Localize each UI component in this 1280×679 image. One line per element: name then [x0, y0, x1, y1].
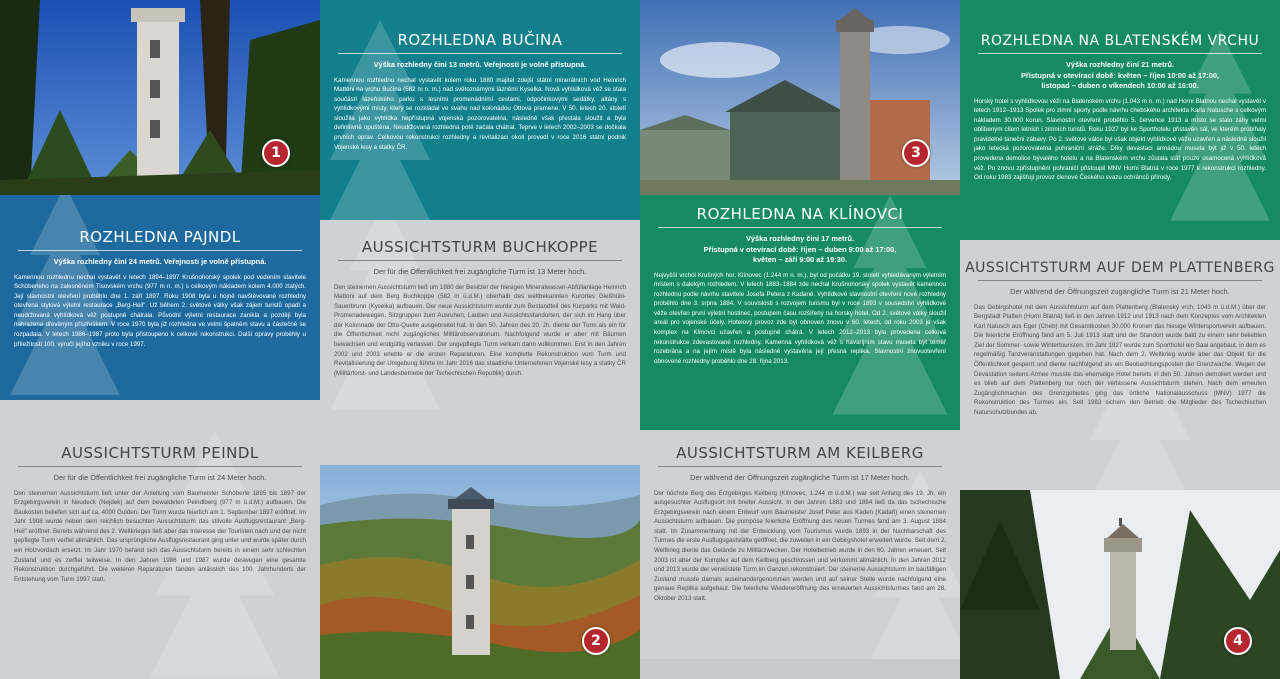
subtitle-keilberg-de: Der während der Öffnungszeit zugängliche Turm ist 17 Meter hoch.: [690, 473, 910, 482]
badge-4: 4: [1224, 627, 1252, 655]
text-plattenberg-de: Das Gebirgshotel mit dem Aussichtsturm auf dem Plattenberg (Blatenský vrch, 1043 m ü.d.M.) über der Bergstadt Platten (Horní Blatná) ließ in den Jahren 1912 und 1913 nach dem Konzeptes vom Architekten Karl Natusch aus Eger (Cheb) mit Gesamtkosten 30.000 Kronen das hiesige Wintersportverein aufbauen. Die feierliche Eröffnung fand am 5. Juli 1913 statt und der Standort wurde bald zu einem sehr beliebten Ziel der Sommer- sowie Wintertouristen. Im Jahr 1927 wurde zum Sporthotel ein Saal angebaut, in dem es regelmäßig Tanzveranstaltungen gegeben hat. Nach dem 2. Weltkrieg wurde aber das Objekt für die Öffentlichkeit gesperrt und diente nachfolgend als ein Beobachtungsposten der Grenzwache. Wegen der Devastation seitens Armee musste das ehemalige Hotel bereits in den 50. Jahren demoliert werden und es blieb auf dem Plattenberg nur noch der verlassene Aussichtsturm stehen. Nach dem erneuten Zugänglichmachen des Grenzgebietes ging das örtliche Nationalausschuss (MNV) 1977 die Rekonstruktion des Turmes ein. Seit 1983 sichern den Betrieb die Mitglieder des Tschechischen Naturschutzbundes ab.: [974, 303, 1266, 417]
subtitle-pajndl-cz: Výška rozhledny činí 24 metrů. Veřejnosti je volně přístupná.: [53, 257, 267, 266]
photo-pajndl-tower: [0, 0, 320, 195]
subtitle-plattenberg-de: Der während der Öffnungszeit zugängliche Turm ist 21 Meter hoch.: [1010, 287, 1230, 296]
subtitle-peindl-de: Der für die Öffentlichkeit frei zugängliche Turm ist 24 Meter hoch.: [53, 473, 267, 482]
photo-blatensky-tower: [960, 490, 1280, 679]
text-buchkoppe-de: Den steinernen Aussichtsturm ließ um 1880 der Besitzer der hiesigen Mineralwasser-Abfüllanlage Heinrich Mattoni auf dem Berg Buchkoppe (582 m ü.d.M.) oberhalb des weltbekannten Kurortes Gießhübl-Sauerbrunn (Kyselka) aufbauen. Der neue Aussichtsturm wurde zum Bestandteil des Kurparks mit Wald-Promenadewegen, Sitzgruppen zum Ausruhen, Lauben und Aussichtsstandorten, der sich im Hang über der Kolonnade der Otto-Quelle ausgebreitet hat. In den 50. Jahren des 20. Jh. diente der Turm als ein für die Öffentlichkeit nicht zugängliches Militärobservatorium. Nachfolgend wurde er aber mit Bäumen bewachsen und endgültig verlassen. Der ungepflegte Turm verkam dann vollkommen. Erst in den Jahren 2002 und 2003 erlebte er die ersten Reparaturen. Eine komplette Rekonstruktion vom Turm und Revitalisierung der Umgebung führte im Jahr 2016 das staatliche Unternehmen Vojenské lesy a statky ČR (Militärforst- und Landesbetriebe der Tschechischen Republik) durch.: [334, 283, 626, 377]
column-blatensky-vrch: [960, 0, 1280, 679]
title-rozhledna-bucina: ROZHLEDNA BUČINA: [397, 31, 563, 49]
badge-1: 1: [262, 139, 290, 167]
subtitle-klinovec-cz: Výška rozhledny činí 17 metrů. Přístupná v otevírací době: říjen – duben 9:00 až 17:00, květen – září 9:00 až 19:30.: [703, 234, 897, 264]
column-bucina: [320, 0, 640, 679]
panel-de-plattenberg: [960, 240, 1280, 490]
title-rozhledna-klinovec: ROZHLEDNA NA KLÍNOVCI: [696, 205, 904, 223]
divider: [338, 53, 622, 54]
divider: [658, 227, 942, 228]
title-aussichtsturm-plattenberg: AUSSICHTSTURM AUF DEM PLATTENBERG: [965, 260, 1275, 276]
panel-cz-bucina: [320, 0, 640, 220]
badge-2: 2: [582, 627, 610, 655]
divider: [978, 53, 1262, 54]
panel-de-keilberg: [640, 430, 960, 659]
column-pajndl: [0, 0, 320, 679]
title-aussichtsturm-buchkoppe: AUSSICHTSTURM BUCHKOPPE: [361, 238, 599, 256]
panel-cz-pajndl: [0, 195, 320, 400]
text-pajndl-cz: Kamennou rozhlednu nechal vystavět v letech 1894–1897 Krušnohorský spolek pod vedením stavitele Schöberleho na zalesněném Tisovském vrchu (977 m n. m.) s celkovým nákladem kolem 4.000 zlatých. Její slavnostní otevření proběhlo dne 1. září 1897. Roku 1908 byla u hojně navštěvované rozhledny otevřena stylová výletní restaurace „Berg-Heil". Už během 2. světové války však zájem turistů opadl a neudržovaná vyhlídková věž postupně chátrala. Původní výletní restaurace zanikla a později byla nahrazena dřevěným přístřeškem. V roce 1970 byla již rozhledna ve velmi špatném stavu a částečně se rozpadala. V letech 1986–1987 proto byla přistoupeno k celkové rekonstrukci. Další opravy proběhly u příležitosti 100. výročí jejího vzniku v roce 1997.: [14, 273, 306, 348]
text-peindl-de: Den steinernen Aussichtsturm ließ unter der Anleitung vom Baumeister Schöberle 1895 bis 1897 der Erzgebirgsverein in Neudeck (Nejdek) auf dem bewaldeten Peindlberg (977 m ü.d.M.) aufbauen. Die Baukosten beliefen sich auf ca. 4000 Gulden. Der Turm wurde feierlich am 1. September 1897 eröffnet. Im Jahr 1908 wurde neben dem reichlich besuchten Aussichtsturm das stilvolle Ausflugsrestaurant „Berg-Heil" eröffnet. Bereits während des 2. Weltkrieges ließ aber das Interesse der Touristen nach und der nicht gepflegte Turm verfiel allmählich. Das ursprüngliche Ausflugsrestaurant ging unter und wurde später durch ein Holzvordach ersetzt. Im Jahr 1970 befand sich das Aussichtsturm bereits in einem sehr schlechten Zustand und es zerfiel teilweise. In den Jahren 1986 und 1987 wurde deswegen eine gesamte Rekonstruktion durchgeführt. Die weiteren Reparaturen fanden anlässlich des 100. Jahrhunderts der Entstehung vom Turm 1997 statt.: [14, 489, 306, 583]
divider: [338, 260, 622, 261]
text-bucina-cz: Kamennou rozhlednu nechal vystavět kolem roku 1880 majitel zdejší státní minerálních vod Heinrich Mattoni na vrchu Bučina (582 m n. m.) nad světoznámými lázněmi Kyselka. Nová vyhlídková věž se stala součástí lázeňského parku s lesními promenádními cestami, odpočinkovými sedátky, altány s vyhlídkovými místy, který se rozkládal ve svahu nad kolonádou Ottova pramene. V 50. letech 20. století sloužila jako vyhlídka nepřístupná vojenská pozorovatelna, následně však přestala sloužit a byla definitivně opuštěna. Neudržovaná rozhledna poté začala chátrat. Teprve v letech 2002–2003 se dočkala prvních oprav. Celkovou rekonstrukci rozhledny a revitalizaci okolí provedl v roce 2016 státní podnik Vojenské lesy a statky ČR.: [334, 76, 626, 151]
panel-cz-klinovec: [640, 195, 960, 450]
panel-de-buchkoppe: [320, 220, 640, 465]
text-klinovec-cz: Nejvyšší vrchol Krušných hor, Klínovec (1.244 m n. m.), byl od počátku 19. století vyhledávaným výletním místem s dalekým rozhledem. V letech 1883–1884 zde nechal Krušnohorský spolek vystavět kamennou rozhlednu podle návrhu stavitele Josefa Petera z Kadaně. Vyhlídkové slavnostní otevření nové rozhledny proběhlo dne 3. srpna 1884. V souvislosti s rozvojem turismu byl v roce 1893 v sousedství vyhlídkové věže otevřen první výletní hostinec, postupem času rozšířený na horský hotel. Od 2. světové války sloužil areál pro vojenské účely. Hotelový provoz zde byl obnoven znovu v 60. letech, od roku 2003 je však komplex na Klínovci uzavřen a postupně chátrá. V letech 2012–2013 byla provedena celková rekonstrukce zdevastované rozhledny. Kamenná vyhlídková věž s havarijním stavu musela být téměř rozebrána a na jejím místě byla následně vystavěna její přesná replika. Slavnostní znovuotevření obnovené rozhledny proběhlo dne 28. října 2013.: [654, 271, 946, 365]
subtitle-bucina-cz: Výška rozhledny činí 13 metrů. Veřejnosti je volně přístupná.: [373, 60, 587, 69]
badge-3: 3: [902, 139, 930, 167]
column-klinovec: [640, 0, 960, 679]
divider: [18, 250, 302, 251]
text-keilberg-de: Der höchste Berg des Erzgebirges Keilberg (Klínovec, 1.244 m ü.d.M.) war seit Anfang des 19. Jh. ein ausgesuchter Ausflugsort mit breiter Aussicht. In den Jahren 1883 und 1884 ließ da das tschechische Erzgebirgsverein nach einem Entwurf vom Baumeister Josef Peter aus Kaden (Kadaň) einen steinernen Aussichtsturm aufbauen. Die pompöse feierliche Eröffnung des neuen Turmes fand am 3. August 1884 statt. Im Zusammenhang mit der Entwicklung vom Tourismus wurde 1893 in der Nachbarschaft des Turmes die erste Ausflugsgaststätte geöffnet, die zuweilen in ein Gebirgshotel erweitert wurde. Seit dem 2. Weltkrieg diente das Gelände zu Militärzwecken. Der Hotelbetrieb wurde in den 60. Jahren erneuert. Seit 2003 ist aber der Komplex auf dem Keilberg geschlossen und verkommt allmählich. In den Jahren 2012 und 2013 wurde der verwüstete Turm im Ganzen rekonstruiert. Der steinerne Aussichtsturm im baufälligen Zustand musste damals auseinandergenommen werden und auf seiner Stelle wurde nachfolgend eine genaue Replika aufgebaut. Die feierliche Wiedereröffnung des erneuerten Aussichtsturmes fand am 28. Oktober 2013 statt.: [654, 489, 946, 603]
subtitle-blatensky-cz: Výška rozhledny činí 21 metrů. Přístupná v otevírací době: květen – říjen 10:00 až 17:00, listopad – duben o víkendech 10:00 až 16:00.: [1021, 60, 1219, 90]
subtitle-buchkoppe-de: Der für die Öffentlichkeit frei zugängliche Turm ist 13 Meter hoch.: [373, 267, 587, 276]
title-rozhledna-pajndl: ROZHLEDNA PAJNDL: [79, 228, 241, 246]
title-aussichtsturm-keilberg: AUSSICHTSTURM AM KEILBERG: [676, 444, 924, 462]
divider: [658, 466, 942, 467]
divider: [18, 466, 302, 467]
title-aussichtsturm-peindl: AUSSICHTSTURM PEINDL: [61, 444, 259, 462]
divider: [978, 280, 1262, 281]
photo-bucina-tower: [320, 465, 640, 679]
panel-cz-blatensky: [960, 0, 1280, 240]
text-blatensky-cz: Horský hotel s vyhlídkovou věží na Blatenském vrchu (1.043 m n. m.) nad Horní Blatnou nechal vystavět v letech 1912–1913 Spolek pro zimní sporty podle návrhu chebského architekta Karla Natusche s celkovým nákladem 30.000 korun. Slavnostní otevření proběhlo 5. července 1913 a místo se stalo záhy velmi oblíbeným cílem letních i zimních turistů. Roku 1927 byl ke Sporthotelu přistavěn sál, ve kterém probíhaly pravidelné taneční zábavy. Po 2. světové válce byl však objekt vyhlídkové věže uzavřen a následně sloužil jako letecká pozorovatelna pohraniční stráže. Díky devastaci armádou musela být již v 50. letech provedena demolice bývalého hotelu a na Blatenském vrchu zůstala stát pouze osamocená vyhlídková věž. Po znovu zpřístupnění pohraničí přistoupil MNV Horní Blatná v roce 1977 k rekonstrukci rozhledny. Od roku 1983 zajišťují provoz členové Českého svazu ochránců přírody.: [974, 97, 1266, 182]
photo-klinovec-tower: [640, 0, 960, 195]
title-rozhledna-blatensky: ROZHLEDNA NA BLATENSKÉM VRCHU: [980, 33, 1260, 49]
panel-de-peindl: [0, 400, 320, 679]
